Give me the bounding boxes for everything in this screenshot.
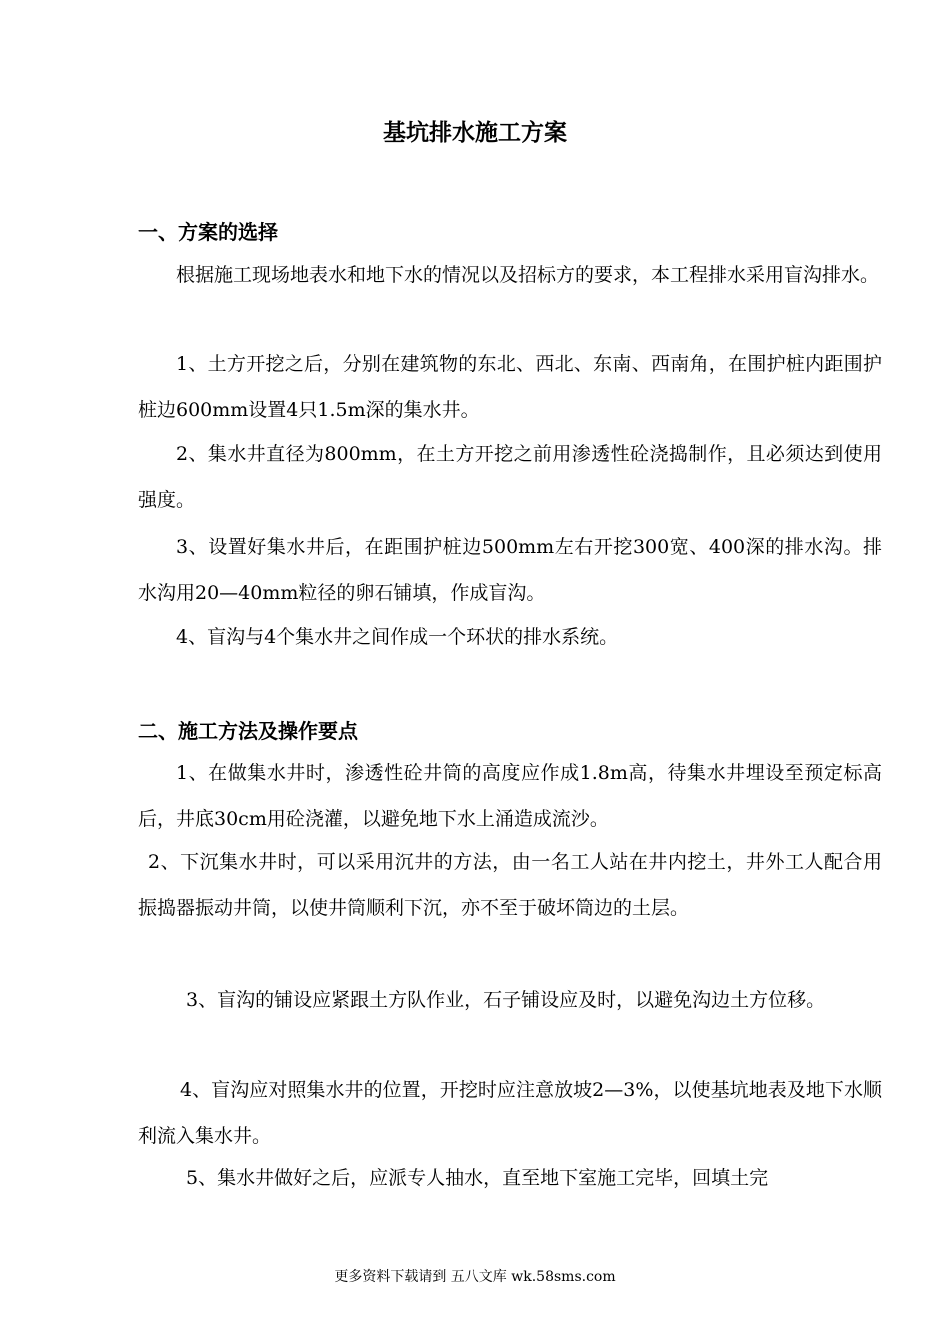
paragraph: 3、盲沟的铺设应紧跟土方队作业，石子铺设应及时，以避免沟边土方位移。 <box>186 989 826 1011</box>
paragraph: 1、在做集水井时，渗透性砼井筒的高度应作成1.8m高，待集水井埋设至预定标高后，井底30cm用砼浇灌，以避免地下水上涌造成流沙。 <box>138 762 882 830</box>
paragraph: 4、盲沟与4个集水井之间作成一个环状的排水系统。 <box>176 626 619 648</box>
footer-text: 更多资料下载请到 五八文库 wk.58sms.com <box>334 1269 616 1285</box>
section-heading-1: 一、方案的选择 <box>138 220 278 244</box>
section-heading-2: 二、施工方法及操作要点 <box>138 719 358 743</box>
paragraph: 根据施工现场地表水和地下水的情况以及招标方的要求，本工程排水采用盲沟排水。 <box>176 264 880 286</box>
paragraph: 3、设置好集水井后，在距围护桩边500mm左右开挖300宽、400深的排水沟。排水沟用20—40mm粒径的卵石铺填，作成盲沟。 <box>138 536 882 604</box>
paragraph: 2、下沉集水井时，可以采用沉井的方法，由一名工人站在井内挖土，井外工人配合用振捣器振动井筒，以使井筒顺利下沉，亦不至于破坏筒边的土层。 <box>138 851 882 919</box>
paragraph: 5、集水井做好之后，应派专人抽水，直至地下室施工完毕，回填土完 <box>186 1167 769 1189</box>
document-title: 基坑排水施工方案 <box>383 120 567 146</box>
paragraph: 1、土方开挖之后，分别在建筑物的东北、西北、东南、西南角，在围护桩内距围护桩边600mm设置4只1.5m深的集水井。 <box>138 353 882 421</box>
paragraph: 2、集水井直径为800mm，在土方开挖之前用渗透性砼浇捣制作，且必须达到使用强度。 <box>138 443 882 511</box>
paragraph: 4、盲沟应对照集水井的位置，开挖时应注意放坡2—3%，以使基坑地表及地下水顺利流入集水井。 <box>138 1079 882 1147</box>
